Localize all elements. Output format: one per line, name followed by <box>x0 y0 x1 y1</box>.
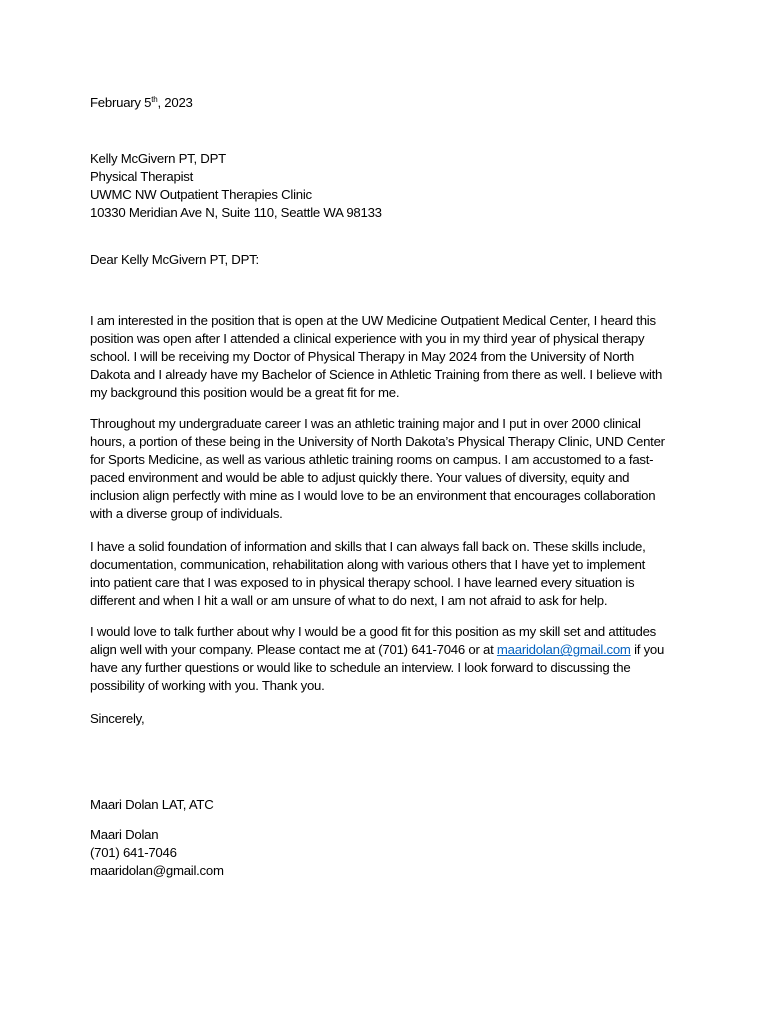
date-suffix: th <box>151 95 158 104</box>
contact-phone: (701) 641-7046 <box>90 845 177 860</box>
signature-line: Maari Dolan LAT, ATC <box>90 797 214 812</box>
letter-date <box>90 94 680 112</box>
recipient-name: Kelly McGivern PT, DPT <box>90 151 226 166</box>
recipient-organization: UWMC NW Outpatient Therapies Clinic <box>90 187 312 202</box>
recipient-block <box>90 150 680 222</box>
body-paragraph-3: I have a solid foundation of information and skills that I can always fall back on. These skills include, documentation, communication, rehabilitation along with various others that I have yet to implement into patient care that I was exposed to in physical therapy school. I have learned every situation is different and when I hit a wall or am unsure of what to do next, I am not afraid to ask for help. <box>90 539 646 609</box>
contact-block <box>90 826 680 880</box>
recipient-address: 10330 Meridian Ave N, Suite 110, Seattle WA 98133 <box>90 205 382 220</box>
closing: Sincerely, <box>90 711 145 726</box>
body-paragraph-2: Throughout my undergraduate career I was an athletic training major and I put in over 2000 clinical hours, a portion of these being in the University of North Dakota’s Physical Therapy Clinic, UND Center for Sports Medicine, as well as various athletic training rooms on campus. I am accustomed to a fast-paced environment and would be able to adjust quickly there. Your values of diversity, equity and inclusion align perfectly with mine as I would love to be an environment that encourages collaboration with a diverse group of individuals. <box>90 416 665 522</box>
date-month-day: February 5 <box>90 95 152 110</box>
recipient-title: Physical Therapist <box>90 169 194 184</box>
contact-name: Maari Dolan <box>90 827 159 842</box>
paragraph-4-text-before: I would love to talk further about why I would be a good fit for this position as my skill set and attitudes align well with your company. Please contact me at (701) 641-7046 or at <box>90 624 657 658</box>
salutation: Dear Kelly McGivern PT, DPT: <box>90 252 259 267</box>
body-paragraph-4 <box>90 623 668 695</box>
body-paragraph-1: I am interested in the position that is open at the UW Medicine Outpatient Medical Center, I heard this position was open after I attended a clinical experience with you in my third year of physical therapy school. I will be receiving my Doctor of Physical Therapy in May 2024 from the University of North Dakota and I already have my Bachelor of Science in Athletic Training from there as well. I believe with my background this position would be a great fit for me. <box>90 313 663 401</box>
contact-email: maaridolan@gmail.com <box>90 863 224 878</box>
paragraph-4-text-after: if you have any further questions or would like to schedule an interview. I look forward to discussing the possibility of working with you. Thank you. <box>90 642 665 694</box>
date-year: , 2023 <box>157 95 193 110</box>
email-link[interactable]: maaridolan@gmail.com <box>496 642 631 658</box>
